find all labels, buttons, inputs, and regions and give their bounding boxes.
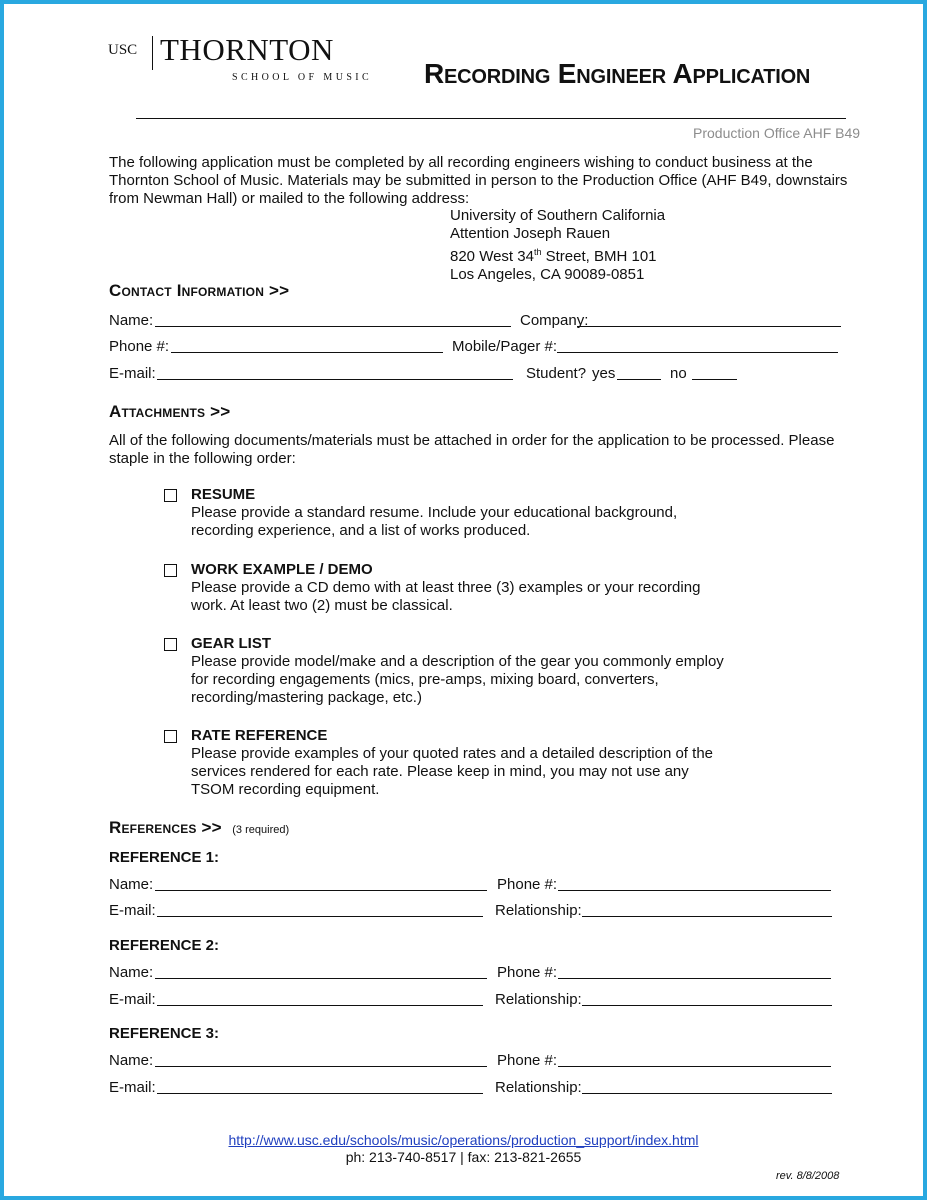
ref2-phone-label: Phone #: [497,964,558,981]
attachment-desc-line: Please provide model/make and a description of the gear you commonly employ [191,653,724,670]
attachment-desc-line: work. At least two (2) must be classical. [191,597,453,614]
ref1-email-field[interactable] [157,916,483,917]
student-no-label: no [670,365,687,382]
usc-logo [108,34,408,86]
attachment-title: RATE REFERENCE [191,727,328,744]
intro-line: The following application must be completed by all recording engineers wishing to conduct business at the [109,154,813,171]
footer [0,1132,927,1166]
intro-line: from Newman Hall) or mailed to the following address: [109,190,470,207]
ref1-name-label: Name: [109,876,154,893]
ref3-email-field[interactable] [157,1093,483,1094]
attachment-desc-line: services rendered for each rate. Please keep in mind, you may not use any [191,763,689,780]
footer-contact: ph: 213-740-8517 | fax: 213-821-2655 [345,1149,582,1165]
ref1-phone-field[interactable] [558,890,831,891]
address-line: Attention Joseph Rauen [450,225,611,242]
ref2-email-field[interactable] [157,1005,483,1006]
attachment-item-work-example [191,561,751,615]
contact-heading: Contact Information >> [109,281,290,300]
student-yes-label: yes [592,365,616,382]
ref3-phone-label: Phone #: [497,1052,558,1069]
attachment-title: WORK EXAMPLE / DEMO [191,561,373,578]
ref3-name-label: Name: [109,1052,154,1069]
logo-usc-text: USC [108,42,138,58]
gear-list-checkbox[interactable] [164,638,177,651]
ref2-name-label: Name: [109,964,154,981]
attachments-intro-line: All of the following documents/materials must be attached in order for the application to be processed. Please [109,432,835,449]
ref1-phone-label: Phone #: [497,876,558,893]
references-note: (3 required) [232,824,290,836]
intro-line: Thornton School of Music. Materials may be submitted in person to the Production Office (AHF B49, downstairs [109,172,848,189]
attachment-item-rate-reference [191,727,751,799]
attachment-title: GEAR LIST [191,635,272,652]
header-rule [136,118,846,119]
page-title: Recording Engineer Application [424,58,811,89]
ref3-email-label: E-mail: [109,1079,156,1096]
contact-company-label: Company: [520,312,589,329]
address-line: Los Angeles, CA 90089-0851 [450,266,645,283]
production-support-link[interactable]: http://www.usc.edu/schools/music/operations/production_support/index.html [228,1132,699,1148]
rate-reference-checkbox[interactable] [164,730,177,743]
ref1-name-field[interactable] [155,890,487,891]
attachment-desc-line: recording/mastering package, etc.) [191,689,422,706]
ref2-relationship-label: Relationship: [495,991,582,1008]
reference-1-title: REFERENCE 1: [109,849,220,866]
ref3-relationship-label: Relationship: [495,1079,582,1096]
attachments-heading: Attachments >> [109,402,231,421]
contact-mobile-field[interactable] [557,352,838,353]
logo-thornton-text: THORNTON [160,32,334,67]
mailing-address [450,207,770,284]
ref2-name-field[interactable] [155,978,487,979]
contact-name-label: Name: [109,312,154,329]
contact-company-field[interactable] [577,326,841,327]
ref3-phone-field[interactable] [558,1066,831,1067]
ref2-phone-field[interactable] [558,978,831,979]
student-yes-field[interactable] [617,379,661,380]
attachment-item-resume [191,486,751,540]
address-line: 820 West 34th Street, BMH 101 [450,247,657,265]
ref2-email-label: E-mail: [109,991,156,1008]
office-location: Production Office AHF B49 [693,125,861,141]
work-example-checkbox[interactable] [164,564,177,577]
attachment-title: RESUME [191,486,256,503]
address-line: University of Southern California [450,207,666,224]
ref1-relationship-field[interactable] [582,916,832,917]
student-no-field[interactable] [692,379,737,380]
attachment-desc-line: recording experience, and a list of works produced. [191,522,531,539]
reference-2-title: REFERENCE 2: [109,937,220,954]
logo-divider [152,36,153,70]
contact-mobile-label: Mobile/Pager #: [452,338,558,355]
contact-email-field[interactable] [157,379,513,380]
ref3-relationship-field[interactable] [582,1093,832,1094]
contact-phone-field[interactable] [171,352,443,353]
attachments-intro-line: staple in the following order: [109,450,296,467]
contact-email-label: E-mail: [109,365,156,382]
ref3-name-field[interactable] [155,1066,487,1067]
intro-paragraph [109,154,869,208]
references-heading: References >> [109,818,222,837]
ref1-relationship-label: Relationship: [495,902,582,919]
resume-checkbox[interactable] [164,489,177,502]
attachment-desc-line: Please provide examples of your quoted rates and a detailed description of the [191,745,713,762]
contact-name-field[interactable] [155,326,511,327]
attachment-desc-line: Please provide a CD demo with at least three (3) examples or your recording [191,579,701,596]
ref2-relationship-field[interactable] [582,1005,832,1006]
references-heading-row [109,818,289,838]
reference-3-title: REFERENCE 3: [109,1025,220,1042]
attachment-desc-line: TSOM recording equipment. [191,781,380,798]
attachment-item-gear-list [191,635,751,707]
student-label: Student? [526,365,587,382]
revision-date: rev. 8/8/2008 [776,1170,840,1182]
attachments-intro [109,432,869,468]
logo-school-text: SCHOOL OF MUSIC [232,72,373,83]
attachment-desc-line: for recording engagements (mics, pre-amps, mixing board, converters, [191,671,659,688]
contact-phone-label: Phone #: [109,338,170,355]
attachment-desc-line: Please provide a standard resume. Include your educational background, [191,504,678,521]
ref1-email-label: E-mail: [109,902,156,919]
